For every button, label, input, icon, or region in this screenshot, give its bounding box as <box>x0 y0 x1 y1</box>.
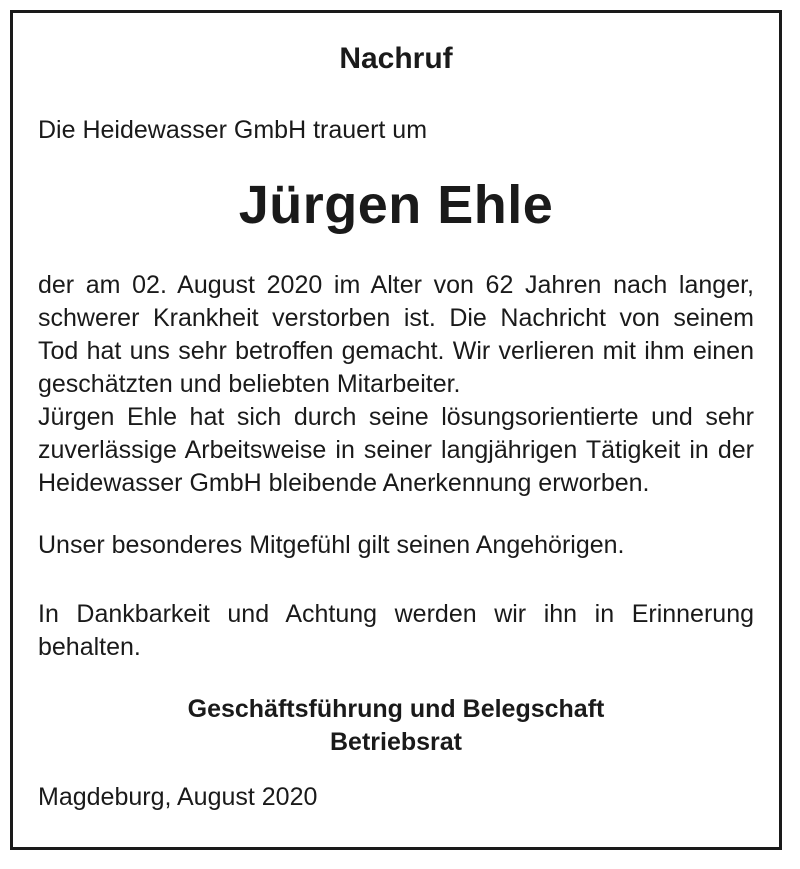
notice-title: Nachruf <box>339 42 453 75</box>
place-date: Magdeburg, August 2020 <box>38 783 318 811</box>
signature-line-2: Betriebsrat <box>330 728 462 756</box>
signature-block <box>38 693 754 759</box>
closing-paragraph: In Dankbarkeit und Achtung werden wir ihn in Erinnerung behalten. <box>38 600 754 661</box>
condolence-line: Unser besonderes Mitgefühl gilt seinen Angehörigen. <box>38 531 625 559</box>
body-paragraph-2: Jürgen Ehle hat sich durch seine lösungsorientierte und sehr zuverlässige Arbeitsweise in seiner langjährigen Tätigkeit in der Heidewasser GmbH bleibende Anerkennung erworben. <box>38 403 754 497</box>
obituary-frame <box>10 10 782 850</box>
obituary-body <box>38 269 754 500</box>
body-paragraph-1: der am 02. August 2020 im Alter von 62 Jahren nach langer, schwerer Krankheit verstorben ist. Die Nachricht von seinem Tod hat uns sehr betroffen gemacht. Wir verlieren mit ihm einen geschätzten und beliebten Mitarbeiter. <box>38 271 754 398</box>
signature-line-1: Geschäftsführung und Belegschaft <box>187 695 605 723</box>
obituary-content <box>38 13 754 847</box>
intro-line: Die Heidewasser GmbH trauert um <box>38 116 428 144</box>
deceased-name: Jürgen Ehle <box>238 175 554 235</box>
